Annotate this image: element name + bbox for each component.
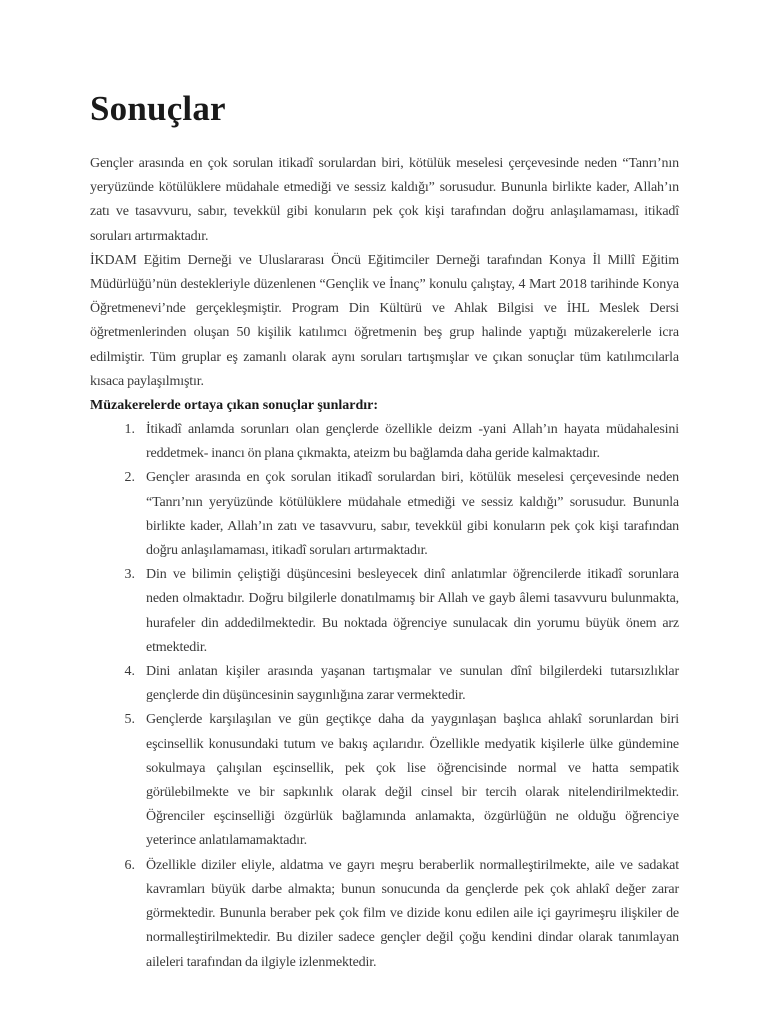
workshop-paragraph: İKDAM Eğitim Derneği ve Uluslararası Öncü Eğitimciler Derneği tarafından Konya İl Millî Eğitim Müdürlüğü’nün destekleriyle düzenlenen “Gençlik ve İnanç” konulu çalıştay, 4 Mart 2018 tarihinde Konya Öğretmenevi’nde gerçekleşmiştir. Program Din Kültürü ve Ahlak Bilgisi ve İHL Meslek Dersi öğretmenlerinden oluşan 50 kişilik katılımcı öğretmenin beş grup halinde yaptığı müzakerelerle icra edilmiştir. Tüm gruplar eş zamanlı olarak aynı soruları tartışmışlar ve çıkan sonuçlar tüm katılımcılarla kısaca paylaşılmıştır.	[90, 252, 679, 389]
list-item-text: Gençlerde karşılaşılan ve gün geçtikçe daha da yaygınlaşan başlıca ahlakî sorunlardan biri eşcinsellik konusundaki tutum ve bakış açılarıdır. Özellikle medyatik kişilerle ülke gündemine sokulmaya çalışılan eşcinsellik, pek çok lise öğrencisinde normal ve hatta sempatik görülebilmekte ve bir sapkınlık olarak değil cinsel bir tercih olarak nitelendirilmektedir. Öğrenciler eşcinselliği özgürlük bağlamında anlamakta, özgürlüğün ne olduğu öğrenciye yeterince anlatılamamaktadır.	[146, 712, 679, 849]
intro-paragraph: Gençler arasında en çok sorulan itikadî sorulardan biri, kötülük meselesi çerçevesinde neden “Tanrı’nın yeryüzünde kötülüklere müdahale etmediği ve sessiz kaldığı” sorusudur. Bununla birlikte kader, Allah’ın zatı ve tasavvuru, sabır, tevekkül gibi konuların pek çok kişi tarafından doğru anlaşılamaması, itikadî soruları artırmaktadır.	[90, 156, 679, 244]
list-item-text: Özellikle diziler eliyle, aldatma ve gayrı meşru beraberlik normalleştirilmekte, aile ve sadakat kavramları büyük darbe almakta; bunun sonucunda da gençlerde pek çok ahlakî değer zarar görmektedir. Bununla beraber pek çok film ve dizide konu edilen aile içi gayrimeşru ilişkiler de normalleştirilmektedir. Bu diziler sadece gençler değil çoğu kendini dindar olarak tanımlayan aileleri tarafından da ilgiyle izlenmektedir.	[146, 857, 679, 970]
list-item-number: 1.	[124, 422, 135, 438]
results-heading: Müzakerelerde ortaya çıkan sonuçlar şunlardır:	[90, 398, 379, 414]
list-item	[90, 854, 679, 975]
list-item	[90, 563, 679, 660]
list-item-text: Din ve bilimin çeliştiği düşüncesini besleyecek dinî anlatımlar öğrencilerde itikadî sorunlara neden olmaktadır. Doğru bilgilerle donatılmamış bir Allah ve gayb âlemi tasavvuru bulunmakta, hurafeler din addedilmektedir. Bu noktada öğrenciye sunulacak din yorumu büyük önem arz etmektedir.	[146, 567, 679, 655]
list-item	[90, 466, 679, 563]
list-item	[90, 708, 679, 853]
list-item-text: Dini anlatan kişiler arasında yaşanan tartışmalar ve sunulan dînî bilgilerdeki tutarsızlıklar gençlerde din düşüncesinin saygınlığına zarar vermektedir.	[146, 664, 679, 704]
list-item	[90, 418, 679, 466]
list-item-number: 6.	[124, 857, 135, 873]
list-item-number: 4.	[124, 664, 135, 680]
list-item-text: Gençler arasında en çok sorulan itikadî sorulardan biri, kötülük meselesi çerçevesinde neden “Tanrı’nın yeryüzünde kötülüklere müdahale etmediği ve sessiz kaldığı” sorusudur. Bununla birlikte kader, Allah’ın zatı ve tasavvuru, sabır, tevekkül gibi konuların pek çok kişi tarafından doğru anlaşılamaması, itikadî soruları artırmaktadır.	[146, 470, 679, 559]
list-item-number: 3.	[124, 567, 135, 583]
list-item-number: 5.	[124, 712, 135, 728]
list-item-number: 2.	[124, 470, 135, 486]
page-title: Sonuçlar	[90, 89, 226, 128]
list-item	[90, 660, 679, 708]
list-item-text: İtikadî anlamda sorunları olan gençlerde özellikle deizm -yani Allah’ın hayata müdahalesini reddetmek- inancı ön plana çıkmakta, ateizm bu bağlamda daha geride kalmaktadır.	[146, 422, 679, 462]
results-list	[90, 418, 679, 975]
